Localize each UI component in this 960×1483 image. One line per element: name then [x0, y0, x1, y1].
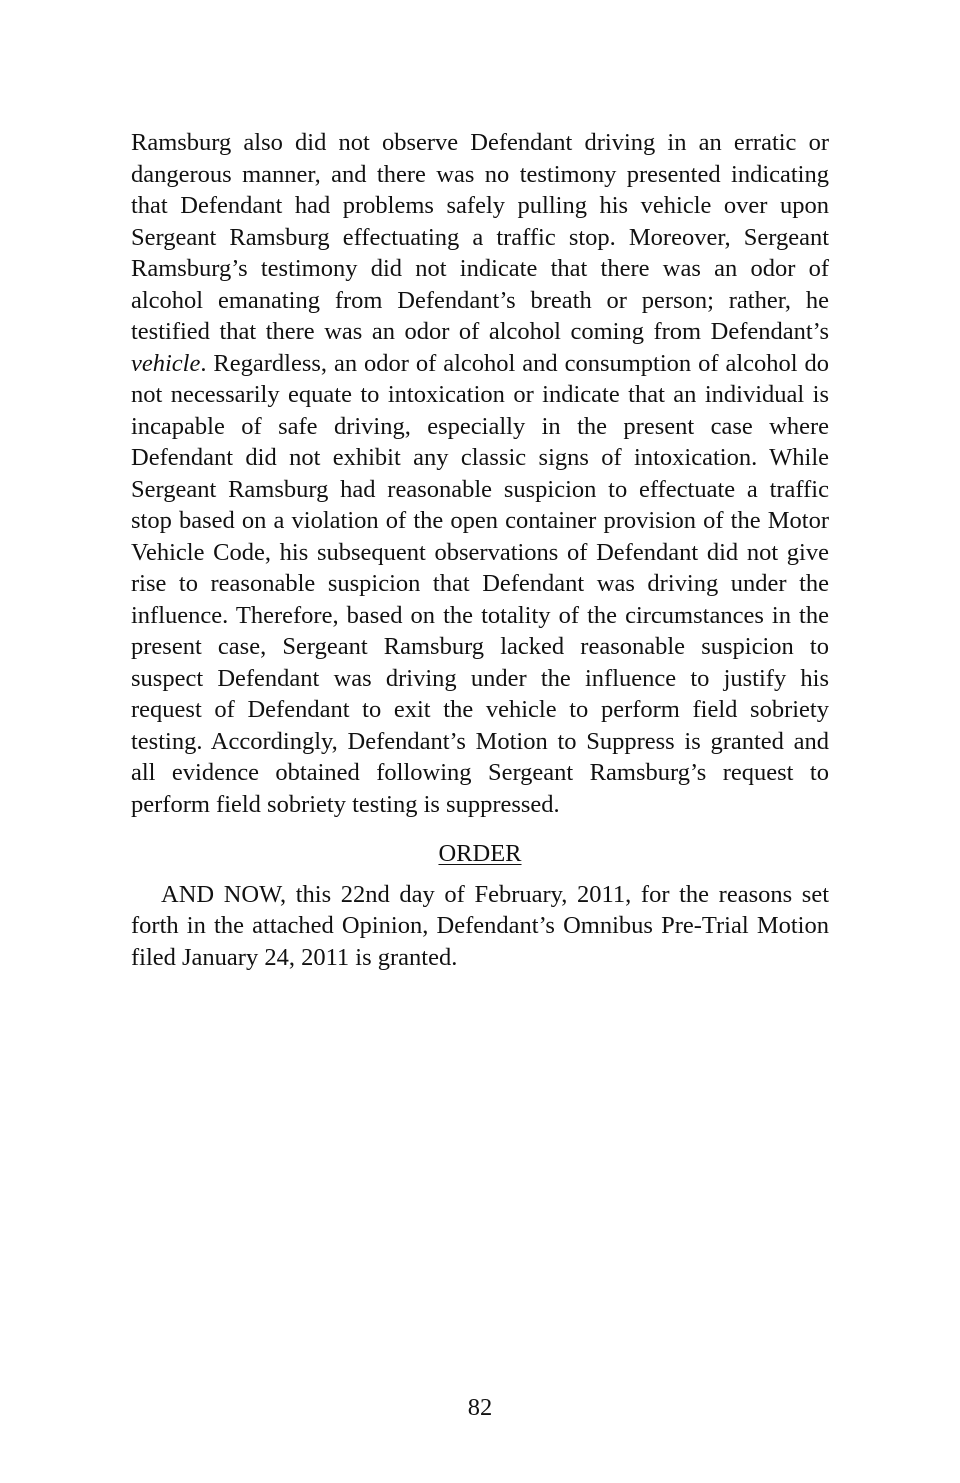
order-heading-text: ORDER [438, 840, 522, 867]
body-text [131, 127, 829, 973]
opinion-paragraph [131, 127, 829, 820]
italic-term: vehicle [131, 349, 201, 377]
opinion-text-start: Ramsburg also did not observe Defendant driving in an erratic or dangerous manner, and there was no testimony presented indicating that Defendant had problems safely pulling his vehicle over upon Sergeant Ramsburg effectuating a traffic stop. Moreover, Sergeant Ramsburg’s testimony did not indicate that there was an odor of alcohol emanating from Defendant’s breath or person; rather, he testified that there was an odor of alcohol coming from Defendant’s [131, 129, 829, 345]
order-paragraph: AND NOW, this 22nd day of February, 2011, for the reasons set forth in the attached Opinion, Defendant’s Omnibus Pre-Trial Motion filed January 24, 2011 is granted. [131, 880, 829, 971]
opinion-text-end: . Regardless, an odor of alcohol and consumption of alcohol do not necessarily equate to intoxication or indicate that an individual is incapable of safe driving, especially in the present case where Defendant did not exhibit any classic signs of intoxication. While Sergeant Ramsburg had reasonable suspicion to effectuate a traffic stop based on a violation of the open container provision of the Motor Vehicle Code, his subsequent observations of Defendant did not give rise to reasonable suspicion that Defendant was driving under the influence. Therefore, based on the totality of the circumstances in the present case, Sergeant Ramsburg lacked reasonable suspicion to suspect Defendant was driving under the influence to justify his request of Defendant to exit the vehicle to perform field sobriety testing. Accordingly, Defendant’s Motion to Suppress is granted and all evidence obtained following Sergeant Ramsburg’s request to perform field sobriety testing is suppressed. [131, 349, 829, 818]
order-heading [131, 838, 829, 870]
page-number: 82 [467, 1394, 493, 1421]
